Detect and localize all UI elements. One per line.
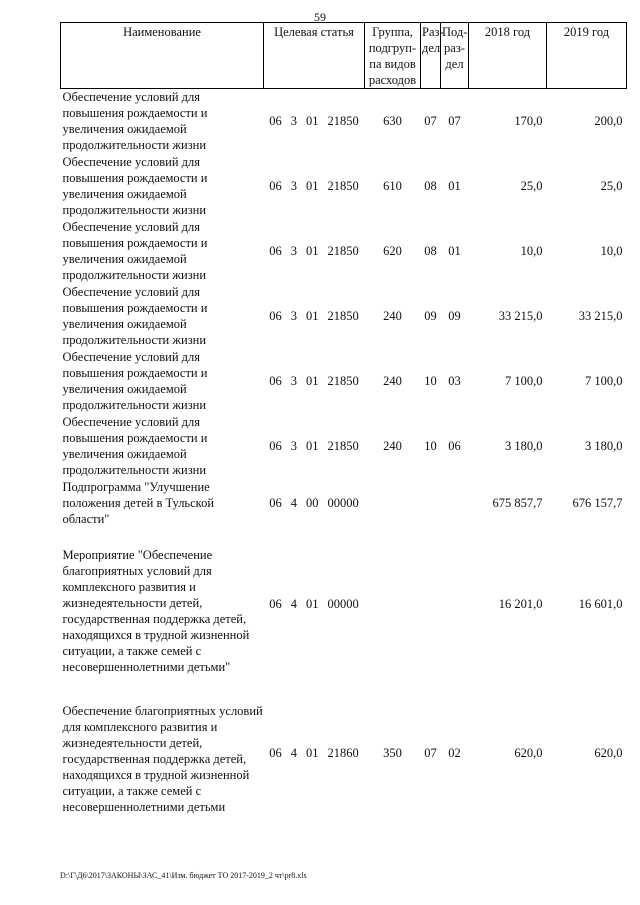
code-part-c3: 01	[306, 374, 319, 388]
code-part-c2: 3	[290, 114, 297, 129]
header-name: Наименование	[61, 23, 264, 89]
row-podrazdel	[441, 479, 469, 527]
code-part-c4: 21850	[327, 244, 359, 258]
file-path-footer: D:\Г\Д6\2017\ЗАКОНЫ\ЗАС_41\Изм. бюджет ТО 2017-2019_2 чт\pr8.xls	[60, 871, 307, 880]
row-name: Обеспечение условий для повышения рождаемости и увеличения ожидаемой продолжительности жизни	[62, 285, 208, 347]
row-razdel: 10	[424, 439, 437, 453]
row-razdel: 08	[424, 179, 437, 193]
row-razdel	[421, 479, 441, 527]
row-name: Обеспечение благоприятных условий для комплексного развития и жизнедеятельности детей, государственная поддержка детей, находящихся в трудной жизненной ситуации, а также семей с несовершеннолетними детьми	[62, 703, 263, 814]
code-part-c2: 3	[290, 374, 297, 388]
row-year-2019: 676 157,7	[572, 495, 623, 510]
row-name: Обеспечение условий для повышения рождаемости и увеличения ожидаемой продолжительности жизни	[62, 90, 208, 153]
code-part-c3: 01	[306, 179, 319, 193]
code-part-c3: 01	[306, 745, 319, 760]
row-podrazdel	[441, 527, 469, 682]
table-row	[61, 89, 627, 154]
row-year-2019: 3 180,0	[585, 439, 623, 453]
code-part-c4: 21860	[327, 745, 359, 760]
table-row	[61, 219, 627, 284]
row-podrazdel: 01	[448, 179, 461, 193]
row-group: 630	[383, 114, 402, 129]
page-number: 59	[314, 10, 326, 24]
row-razdel: 10	[424, 374, 437, 388]
row-target-article	[264, 89, 365, 154]
row-name: Обеспечение условий для повышения рождаемости и увеличения ожидаемой продолжительности жизни	[62, 155, 208, 217]
code-part-c2: 4	[290, 495, 297, 510]
code-part-c1: 06	[269, 309, 282, 323]
table-row	[61, 154, 627, 219]
table-row	[61, 527, 627, 682]
row-podrazdel: 01	[448, 244, 461, 258]
row-year-2019: 200,0	[594, 114, 623, 129]
row-target-article	[264, 154, 365, 219]
row-year-2019: 7 100,0	[585, 374, 623, 388]
header-code: Целевая статья	[264, 23, 365, 89]
table-row	[61, 284, 627, 349]
code-part-c4: 00000	[327, 597, 359, 611]
row-target-article	[264, 414, 365, 479]
row-group: 240	[383, 374, 402, 388]
row-podrazdel: 02	[448, 745, 461, 760]
row-target-article	[264, 284, 365, 349]
row-year-2018: 16 201,0	[498, 597, 543, 611]
row-target-article	[264, 349, 365, 414]
code-part-c2: 3	[290, 439, 297, 453]
table-header-row	[61, 23, 627, 89]
row-group	[365, 479, 421, 527]
row-year-2018: 33 215,0	[498, 309, 543, 323]
row-year-2018: 25,0	[520, 179, 543, 193]
code-part-c2: 3	[290, 244, 297, 258]
code-part-c4: 21850	[327, 114, 359, 129]
table-row	[61, 349, 627, 414]
code-part-c2: 3	[290, 309, 297, 323]
row-target-article	[264, 219, 365, 284]
code-part-c1: 06	[269, 114, 282, 129]
row-year-2019: 620,0	[594, 745, 623, 760]
row-razdel: 07	[424, 114, 437, 129]
code-part-c4: 00000	[327, 495, 359, 510]
row-razdel: 09	[424, 309, 437, 323]
code-part-c1: 06	[269, 179, 282, 193]
row-year-2019: 25,0	[600, 179, 623, 193]
code-part-c3: 01	[306, 309, 319, 323]
code-part-c4: 21850	[327, 179, 359, 193]
row-podrazdel: 03	[448, 374, 461, 388]
row-year-2018: 7 100,0	[505, 374, 543, 388]
row-year-2018: 10,0	[520, 244, 543, 258]
header-year-2019: 2019 год	[547, 23, 627, 89]
row-name: Обеспечение условий для повышения рождаемости и увеличения ожидаемой продолжительности жизни	[62, 350, 208, 412]
row-group	[365, 527, 421, 682]
code-part-c3: 01	[306, 244, 319, 258]
header-year-2018: 2018 год	[469, 23, 547, 89]
table-row	[61, 414, 627, 479]
table-body	[61, 89, 627, 824]
code-part-c1: 06	[269, 374, 282, 388]
row-target-article	[264, 682, 365, 824]
row-target-article	[264, 479, 365, 527]
row-razdel: 07	[424, 745, 437, 760]
row-podrazdel: 09	[448, 309, 461, 323]
code-part-c2: 4	[290, 745, 297, 760]
code-part-c3: 00	[306, 495, 319, 510]
code-part-c1: 06	[269, 439, 282, 453]
code-part-c1: 06	[269, 495, 282, 510]
row-podrazdel: 07	[448, 114, 461, 129]
row-year-2018: 170,0	[514, 114, 543, 129]
row-year-2019: 33 215,0	[578, 309, 623, 323]
row-group: 620	[383, 244, 402, 258]
code-part-c3: 01	[306, 439, 319, 453]
row-year-2018: 3 180,0	[505, 439, 543, 453]
row-target-article	[264, 527, 365, 682]
row-name: Обеспечение условий для повышения рождаемости и увеличения ожидаемой продолжительности жизни	[62, 220, 208, 282]
table-row	[61, 682, 627, 824]
row-group: 610	[383, 179, 402, 193]
header-razdel: Раз-дел	[421, 23, 441, 89]
table-row	[61, 479, 627, 527]
row-podrazdel: 06	[448, 439, 461, 453]
row-razdel: 08	[424, 244, 437, 258]
header-group: Группа, подгруп-па видов расходов	[365, 23, 421, 89]
budget-table	[60, 22, 627, 824]
row-razdel	[421, 527, 441, 682]
row-group: 240	[383, 439, 402, 453]
code-part-c3: 01	[306, 114, 319, 129]
code-part-c4: 21850	[327, 374, 359, 388]
row-year-2019: 10,0	[600, 244, 623, 258]
row-name: Обеспечение условий для повышения рождаемости и увеличения ожидаемой продолжительности жизни	[62, 415, 208, 477]
code-part-c2: 3	[290, 179, 297, 193]
code-part-c2: 4	[290, 597, 297, 611]
row-year-2018: 675 857,7	[492, 495, 543, 510]
code-part-c1: 06	[269, 244, 282, 258]
header-podrazdel: Под-раз-дел	[441, 23, 469, 89]
row-group: 240	[383, 309, 402, 323]
row-group: 350	[383, 745, 402, 760]
code-part-c4: 21850	[327, 309, 359, 323]
row-name: Подпрограмма "Улучшение положения детей в Тульской области"	[62, 479, 215, 526]
code-part-c1: 06	[269, 745, 282, 760]
code-part-c4: 21850	[327, 439, 359, 453]
row-name: Мероприятие "Обеспечение благоприятных условий для комплексного развития и жизнедеятельности детей, государственная поддержка детей, находящихся в трудной жизненной ситуации, а также семей с несовершеннолетними детьми"	[62, 547, 250, 674]
row-year-2018: 620,0	[514, 745, 543, 760]
row-year-2019: 16 601,0	[578, 597, 623, 611]
code-part-c3: 01	[306, 597, 319, 611]
code-part-c1: 06	[269, 597, 282, 611]
